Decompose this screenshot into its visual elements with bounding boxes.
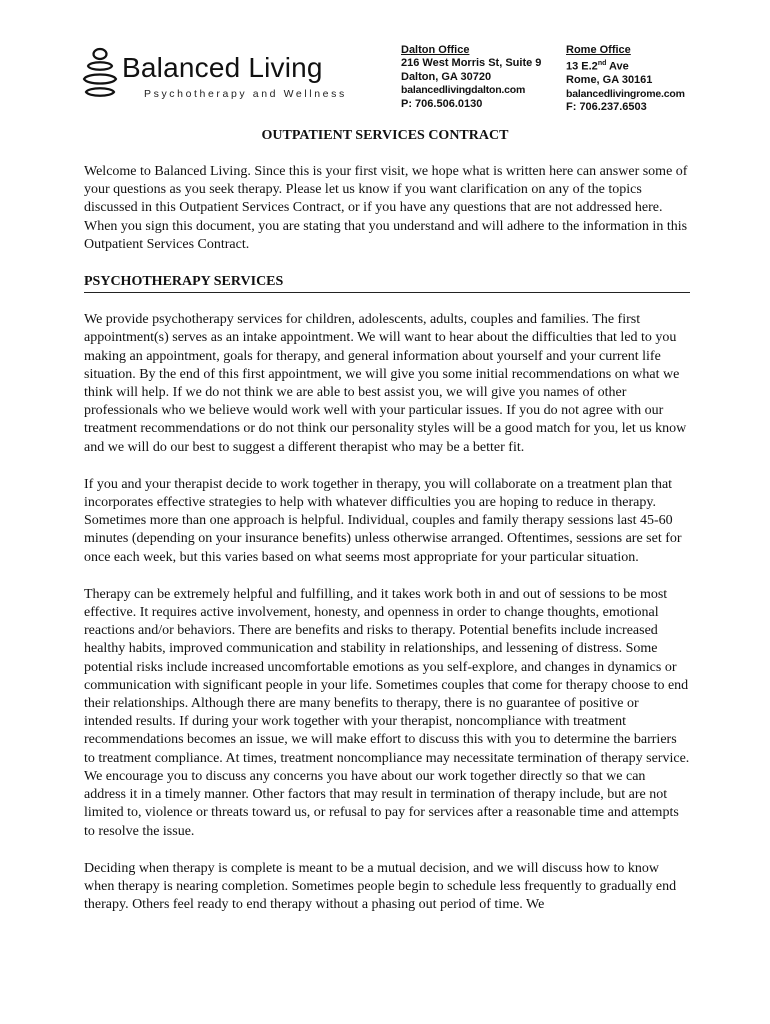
document-body xyxy=(84,163,690,933)
office-rome-address-number: 13 E.2 xyxy=(566,61,598,74)
office-dalton-address2: Dalton, GA 30720 xyxy=(401,70,492,83)
office-rome-title: Rome Office xyxy=(566,44,631,56)
office-dalton-phone: P: 706.506.0130 xyxy=(401,97,483,110)
document-title: OUTPATIENT SERVICES CONTRACT xyxy=(261,128,509,143)
office-rome-address2: Rome, GA 30161 xyxy=(566,74,653,87)
brand-name: Balanced Living xyxy=(122,52,323,83)
paragraph-intake: We provide psychotherapy services for children, adolescents, adults, couples and families. The first appointment(s) serves as an intake appointment. We will want to hear about the difficulties that led to you making an appointment, goals for therapy, and general information about yourself and your current life situation. By the end of this first appointment, we will give you some initial recommendations on what we think will help. If we do not think we are able to best assist you, we will give you names of other professionals who we believe would work well with your particular issues. If you do not agree with our treatment recommendations or do not think our personality styles will be a good match for you, let us know and we will do our best to suggest a different therapist who may be a better fit. xyxy=(84,312,687,455)
office-rome-address-street: Ave xyxy=(606,61,629,74)
office-dalton-website: balancedlivingdalton.com xyxy=(401,84,526,97)
office-rome-address1 xyxy=(566,57,685,74)
paragraph-treatment-plan: If you and your therapist decide to work together in therapy, you will collaborate on a treatment plan that incorporates effective strategies to help with whatever difficulties you are hoping to reduce in therapy. Sometimes more than one approach is helpful. Individual, couples and family therapy sessions last 45-60 minutes (depending on your insurance benefits) unless otherwise arranged. Oftentimes, sessions are set for once each week, but this varies based on what seems most appropriate for your particular situation. xyxy=(84,476,682,565)
brand-tagline: Psychotherapy and Wellness xyxy=(144,88,347,100)
office-dalton-title: Dalton Office xyxy=(401,44,470,56)
section-heading-psychotherapy-services: PSYCHOTHERAPY SERVICES xyxy=(84,273,690,293)
office-rome-website: balancedlivingrome.com xyxy=(566,87,685,100)
intro-paragraph: Welcome to Balanced Living. Since this is your first visit, we hope what is written here can answer some of your questions as you seek therapy. Please let us know if you want clarification on any of the topics discussed in this Outpatient Services Contract, or if you have any questions that are not addressed here. When you sign this document, you are stating that you understand and will adhere to the information in this Outpatient Services Contract. xyxy=(84,164,688,252)
paragraph-benefits-risks: Therapy can be extremely helpful and fulfilling, and it takes work both in and out of sessions to be most effective. It requires active involvement, honesty, and openness in order to change thoughts, emotional reactions and/or behaviors. There are benefits and risks to therapy. Potential benefits include increased healthy habits, improved communication and stability in relationships, and lessening of distress. Some potential risks include increased uncomfortable emotions as you self-explore, and changes in dynamics or communication with significant people in your life. Sometimes couples that come for therapy choose to end their relationships. Although there are many benefits to therapy, there is no guarantee of positive or intended results. If during your work together with your therapist, noncompliance with treatment recommendations becomes an issue, we will make effort to discuss this with you to determine the barriers to treatment compliance. At times, treatment noncompliance may necessitate termination of therapy service. We encourage you to discuss any concerns you have about our work together directly so that we can address it in a timely manner. Other factors that may result in termination of therapy include, but are not limited to, violence or threats toward us, or refusal to pay for services after a reasonable time and attempts to resolve the issue. xyxy=(84,586,690,839)
office-rome-address-ordinal: nd xyxy=(597,60,607,68)
office-rome-phone: F: 706.237.6503 xyxy=(566,101,647,114)
office-dalton xyxy=(401,44,541,111)
office-rome xyxy=(566,44,685,115)
paragraph-completion: Deciding when therapy is complete is meant to be a mutual decision, and we will discuss how to know when therapy is nearing completion. Sometimes people begin to schedule less frequently to gradually end therapy. Others feel ready to end therapy without a phasing out period of time. We xyxy=(84,860,677,913)
brand-logo xyxy=(80,42,370,106)
stacked-stones-icon xyxy=(80,42,120,102)
office-dalton-address1: 216 West Morris St, Suite 9 xyxy=(401,57,542,70)
